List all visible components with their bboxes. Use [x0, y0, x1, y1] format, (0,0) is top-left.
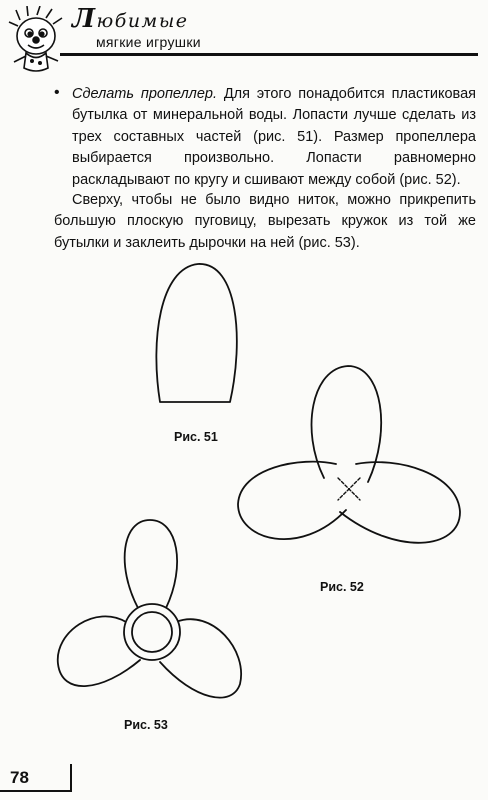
page-number: 78 — [10, 768, 29, 787]
footer-rule-horizontal — [0, 790, 72, 792]
fig53-caption: Рис. 53 — [124, 718, 168, 732]
fig51-blade — [156, 264, 236, 402]
footer-rule-vertical — [70, 764, 72, 792]
item-description: Для этого понадобится пластиковая бутылка от минеральной воды. Лопасти лучше сделать из трех составных частей (рис. 51). Размер пропеллера выбирается произвольно. Лопасти равномерно раскладывают по кругу и сшивают между собой (рис. 52). — [72, 86, 477, 188]
item-title: Сделать пропеллер. — [72, 86, 218, 102]
fig53-propeller — [58, 520, 241, 698]
fig51-caption: Рис. 51 — [174, 430, 218, 444]
fig52-caption: Рис. 52 — [320, 580, 364, 594]
fig52-propeller — [238, 366, 460, 543]
list-bullet: • — [54, 84, 60, 101]
series-subtitle: мягкие игрушки — [96, 34, 201, 50]
series-title-initial: Л — [72, 4, 97, 34]
series-title-rest: юбимые — [96, 10, 189, 32]
body-paragraph: Сверху, чтобы не было видно ниток, можно прикрепить большую плоскую пуговицу, вырезать кружок из той же бутылки и заклеить дырочки на ней (рис. 53). — [54, 192, 476, 251]
